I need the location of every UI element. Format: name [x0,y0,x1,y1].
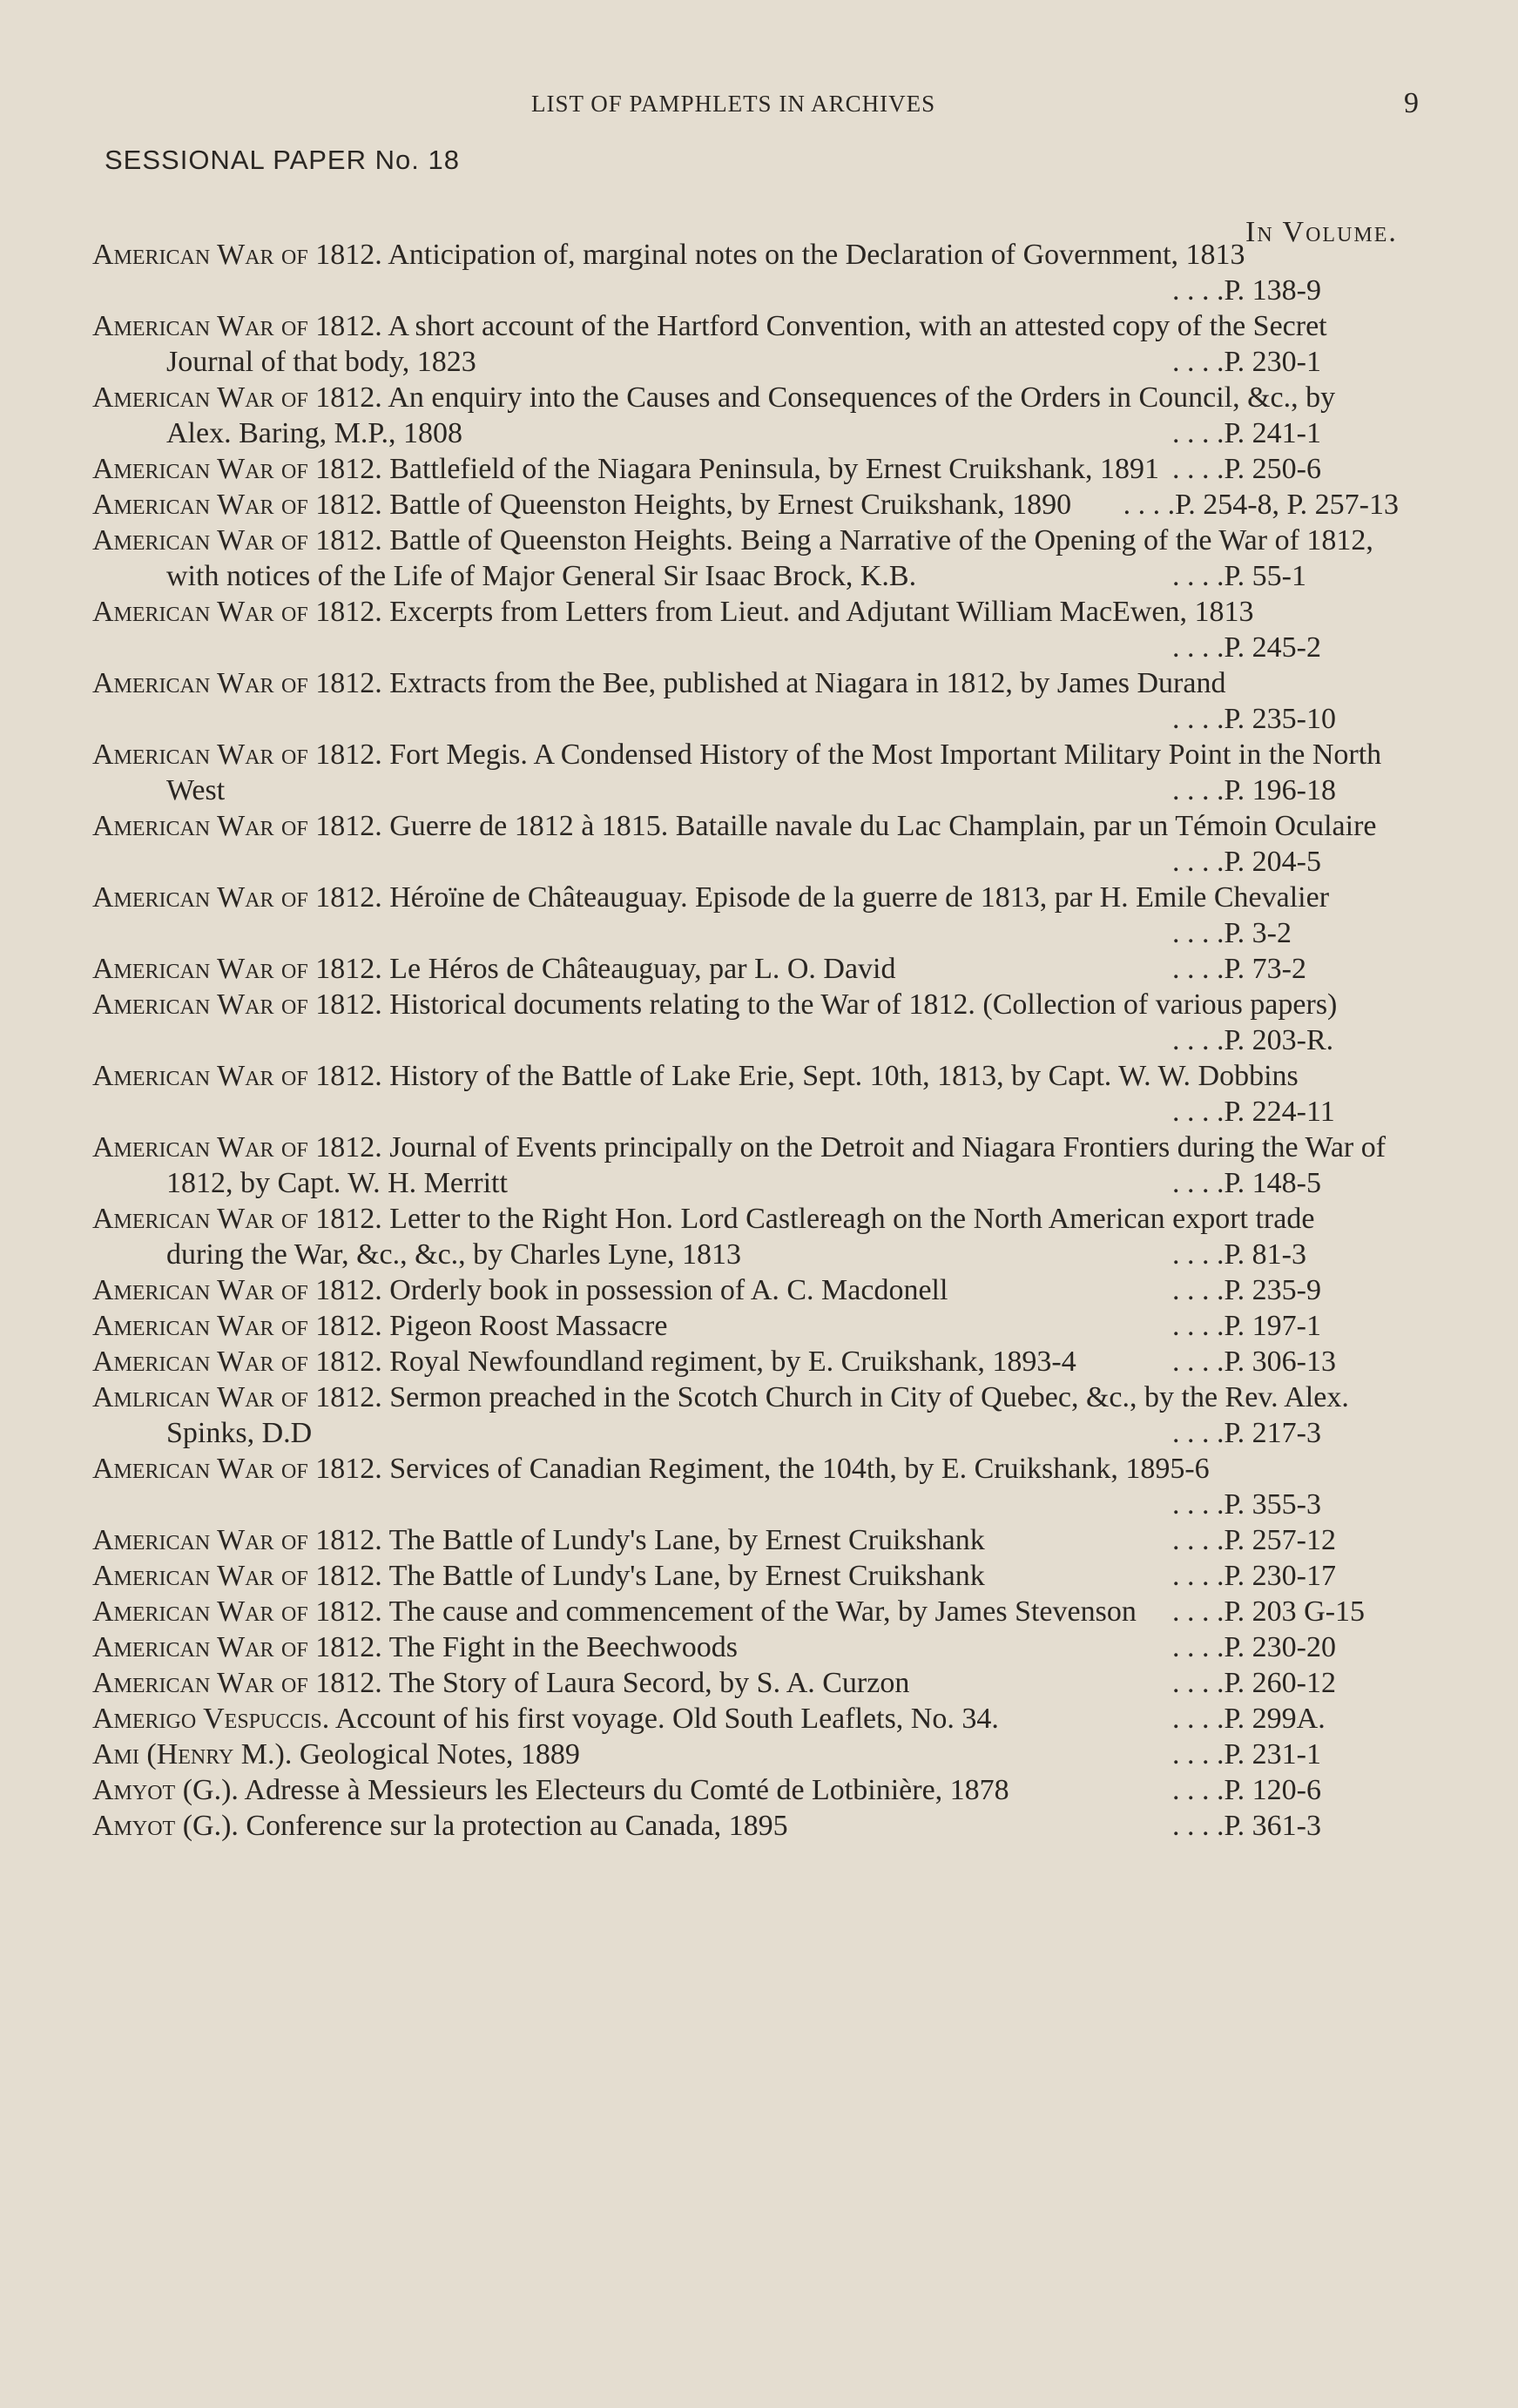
reference-wrapper [1172,951,1399,987]
list-item [92,380,1399,451]
entry-title: Le Héros de Châteauguay, par L. O. David [389,953,896,985]
list-item [92,665,1399,735]
volume-reference: P. 230-1 [1224,346,1321,378]
list-item [92,451,1399,487]
volume-reference: P. 231-1 [1224,1738,1321,1771]
list-item [92,880,1399,949]
reference-wrapper [1172,1308,1399,1344]
volume-reference: P. 204-5 [1224,846,1321,878]
reference-wrapper [1172,1594,1399,1629]
entry-heading: American War of 1812. [92,596,382,628]
running-head: LIST OF PAMPHLETS IN ARCHIVES [531,91,936,117]
entry-title: Excerpts from Letters from Lieut. and Adjutant William MacEwen, 1813 [389,596,1254,628]
list-item [92,1130,1399,1201]
entry-title: The Battle of Lundy's Lane, by Ernest Cruikshank [388,1560,985,1592]
entry-title: Services of Canadian Regiment, the 104th, by E. Cruikshank, 1895-6 [389,1453,1210,1485]
list-item [92,1629,1399,1665]
reference-wrapper [1172,1344,1399,1379]
entry-title: Extracts from the Bee, published at Niagara in 1812, by James Durand [389,667,1226,699]
volume-reference: P. 3-2 [1224,917,1292,949]
entry-heading: American War of 1812. [92,1631,382,1663]
dot-leader: . . . . [1172,1560,1225,1592]
list-item [92,1344,1399,1379]
reference-wrapper [1172,1022,1399,1058]
list-item [92,237,1399,307]
dot-leader: . . . . [1172,1631,1225,1663]
dot-leader: . . . . [1172,1667,1225,1699]
entry-title: Fort Megis. A Condensed History of the Most Important Military Point in the North West [166,739,1382,806]
dot-leader: . . . . [1172,1595,1225,1628]
volume-reference: P. 203 G-15 [1224,1595,1366,1628]
reference-wrapper [1172,1522,1399,1558]
list-item [92,1272,1399,1308]
volume-reference: P. 120-6 [1224,1774,1321,1806]
reference-wrapper [1172,1237,1399,1272]
entry-title: History of the Battle of Lake Erie, Sept. 10th, 1813, by Capt. W. W. Dobbins [389,1060,1299,1092]
volume-reference: P. 217-3 [1224,1417,1321,1449]
dot-leader: . . . . [1172,1238,1225,1271]
entry-list [92,237,1399,1844]
reference-wrapper [1172,772,1399,808]
dot-leader: . . . . [1172,1274,1225,1306]
dot-leader: . . . . [1172,1310,1225,1342]
volume-reference: P. 260-12 [1224,1667,1336,1699]
entry-heading: American War of 1812. [92,239,382,271]
dot-leader: . . . . [1172,703,1225,735]
list-item [92,1451,1399,1521]
entry-title: Journal of Events principally on the Detroit and Niagara Frontiers during the War of 1812, by Capt. W. H. Merritt [166,1131,1386,1199]
list-item [92,1701,1399,1737]
dot-leader: . . . . [1172,1524,1225,1556]
entry-title: Royal Newfoundland regiment, by E. Cruikshank, 1893-4 [389,1346,1076,1378]
entry-title: Battle of Queenston Heights. Being a Narrative of the Opening of the War of 1812, with notices of the Life of Major General Sir Isaac Brock, K.B. [166,524,1373,592]
reference-wrapper [1172,1094,1399,1130]
list-item [92,1201,1399,1272]
entry-heading: American War of 1812. [92,810,382,842]
entry-heading: American War of 1812. [92,667,382,699]
volume-reference: P. 254-8, P. 257-13 [1175,489,1399,521]
reference-wrapper [1172,344,1399,380]
reference-wrapper [1172,1272,1399,1308]
dot-leader: . . . . [1123,489,1176,521]
reference-wrapper [1172,701,1399,737]
entry-heading: American War of 1812. [92,1524,382,1556]
entry-title: Conference sur la protection au Canada, 1895 [246,1810,788,1842]
entry-title: The Story of Laura Secord, by S. A. Curzon [388,1667,910,1699]
entry-title: Account of his first voyage. Old South Leaflets, No. 34. [334,1703,999,1735]
reference-wrapper [1172,1165,1399,1201]
entry-heading: American War of 1812. [92,489,382,521]
volume-reference: P. 55-1 [1224,560,1306,592]
list-item [92,1058,1399,1128]
reference-wrapper [1172,1487,1399,1522]
entry-heading: Amlrican War of 1812. [92,1381,382,1413]
dot-leader: . . . . [1172,1488,1225,1521]
dot-leader: . . . . [1172,1703,1225,1735]
dot-leader: . . . . [1172,274,1225,307]
entry-heading: American War of 1812. [92,953,382,985]
dot-leader: . . . . [1172,346,1225,378]
volume-reference: P. 197-1 [1224,1310,1321,1342]
reference-wrapper [1172,1772,1399,1808]
entry-title: Guerre de 1812 à 1815. Bataille navale du Lac Champlain, par un Témoin Oculaire [389,810,1377,842]
entry-heading: Amyot (G.). [92,1810,239,1842]
list-item [92,737,1399,808]
list-item [92,1558,1399,1594]
list-item [92,1808,1399,1844]
volume-reference: P. 361-3 [1224,1810,1321,1842]
volume-reference: P. 224-11 [1224,1096,1335,1128]
entry-title: Battle of Queenston Heights, by Ernest Cruikshank, 1890 [389,489,1072,521]
dot-leader: . . . . [1172,1096,1225,1128]
entry-heading: Ami (Henry M.). [92,1738,293,1771]
entry-heading: American War of 1812. [92,1203,382,1235]
volume-reference: P. 299A. [1224,1703,1326,1735]
entry-heading: American War of 1812. [92,1453,382,1485]
reference-wrapper [1172,1701,1399,1737]
entry-title: Letter to the Right Hon. Lord Castlereagh on the North American export trade during the War, &c., &c., by Charles Lyne, 1813 [166,1203,1315,1271]
list-item [92,523,1399,594]
entry-heading: American War of 1812. [92,310,382,342]
reference-wrapper [1172,630,1399,665]
dot-leader: . . . . [1172,1024,1225,1056]
reference-wrapper [1172,1665,1399,1701]
volume-reference: P. 257-12 [1224,1524,1336,1556]
entry-heading: Amerigo Vespuccis. [92,1703,330,1735]
entry-title: Sermon preached in the Scotch Church in City of Quebec, &c., by the Rev. Alex. Spinks, D.D [166,1381,1349,1449]
entry-title: Geological Notes, 1889 [299,1738,580,1771]
list-item [92,487,1399,523]
list-item [92,1665,1399,1701]
column-heading: In Volume. [1245,216,1398,248]
entry-title: The Fight in the Beechwoods [388,1631,739,1663]
reference-wrapper [1123,487,1399,523]
entry-heading: American War of 1812. [92,381,382,414]
entry-heading: American War of 1812. [92,1560,382,1592]
list-item [92,308,1399,380]
list-item [92,1379,1399,1451]
volume-reference: P. 230-20 [1224,1631,1336,1663]
list-item [92,1308,1399,1344]
entry-title: The Battle of Lundy's Lane, by Ernest Cruikshank [388,1524,985,1556]
entry-title: An enquiry into the Causes and Consequences of the Orders in Council, &c., by Alex. Baring, M.P., 1808 [166,381,1336,449]
dot-leader: . . . . [1172,417,1225,449]
volume-reference: P. 245-2 [1224,631,1321,664]
volume-reference: P. 138-9 [1224,274,1321,307]
reference-wrapper [1172,1629,1399,1665]
volume-reference: P. 81-3 [1224,1238,1306,1271]
volume-reference: P. 306-13 [1224,1346,1336,1378]
entry-heading: American War of 1812. [92,739,382,771]
volume-reference: P. 235-9 [1224,1274,1321,1306]
dot-leader: . . . . [1172,453,1225,485]
entry-heading: American War of 1812. [92,1131,382,1164]
list-item [92,594,1399,664]
dot-leader: . . . . [1172,1738,1225,1771]
list-item [92,987,1399,1056]
entry-title: Anticipation of, marginal notes on the Declaration of Government, 1813 [388,239,1245,271]
volume-reference: P. 355-3 [1224,1488,1321,1521]
entry-heading: American War of 1812. [92,1274,382,1306]
reference-wrapper [1172,1558,1399,1594]
volume-reference: P. 250-6 [1224,453,1321,485]
list-item [92,1772,1399,1808]
dot-leader: . . . . [1172,1417,1225,1449]
reference-wrapper [1172,273,1399,308]
reference-wrapper [1172,844,1399,880]
volume-reference: P. 241-1 [1224,417,1321,449]
dot-leader: . . . . [1172,1346,1225,1378]
dot-leader: . . . . [1172,953,1225,985]
reference-wrapper [1172,915,1399,951]
entry-heading: American War of 1812. [92,1595,382,1628]
list-item [92,951,1399,987]
entry-title: Pigeon Roost Massacre [389,1310,668,1342]
dot-leader: . . . . [1172,631,1225,664]
volume-reference: P. 196-18 [1224,774,1336,806]
entry-heading: American War of 1812. [92,524,382,556]
reference-wrapper [1172,558,1399,594]
dot-leader: . . . . [1172,560,1225,592]
sessional-paper-label: SESSIONAL PAPER No. 18 [105,145,460,175]
entry-title: Héroïne de Châteauguay. Episode de la guerre de 1813, par H. Emile Chevalier [389,881,1330,914]
entry-title: The cause and commencement of the War, by James Stevenson [388,1595,1137,1628]
dot-leader: . . . . [1172,917,1225,949]
entry-heading: American War of 1812. [92,881,382,914]
entry-title: Historical documents relating to the War of 1812. (Collection of various papers) [389,988,1338,1021]
dot-leader: . . . . [1172,1167,1225,1199]
volume-reference: P. 235-10 [1224,703,1336,735]
volume-reference: P. 230-17 [1224,1560,1336,1592]
reference-wrapper [1172,451,1399,487]
list-item [92,1737,1399,1772]
list-item [92,808,1399,878]
volume-reference: P. 148-5 [1224,1167,1321,1199]
dot-leader: . . . . [1172,1810,1225,1842]
reference-wrapper [1172,1415,1399,1451]
reference-wrapper [1172,1808,1399,1844]
entry-heading: Amyot (G.). [92,1774,239,1806]
dot-leader: . . . . [1172,1774,1225,1806]
volume-reference: P. 203-R. [1224,1024,1334,1056]
entry-title: Adresse à Messieurs les Electeurs du Comté de Lotbinière, 1878 [244,1774,1009,1806]
entry-heading: American War of 1812. [92,1346,382,1378]
entry-heading: American War of 1812. [92,988,382,1021]
dot-leader: . . . . [1172,846,1225,878]
entry-heading: American War of 1812. [92,453,382,485]
reference-wrapper [1172,1737,1399,1772]
entry-heading: American War of 1812. [92,1667,382,1699]
volume-reference: P. 73-2 [1224,953,1306,985]
dot-leader: . . . . [1172,774,1225,806]
entry-heading: American War of 1812. [92,1310,382,1342]
page-number: 9 [1404,87,1419,119]
reference-wrapper [1172,415,1399,451]
entry-title: Battlefield of the Niagara Peninsula, by Ernest Cruikshank, 1891 [389,453,1160,485]
list-item [92,1594,1399,1629]
list-item [92,1522,1399,1558]
entry-title: A short account of the Hartford Convention, with an attested copy of the Secret Journal of that body, 1823 [166,310,1327,378]
entry-title: Orderly book in possession of A. C. Macdonell [389,1274,948,1306]
entry-heading: American War of 1812. [92,1060,382,1092]
